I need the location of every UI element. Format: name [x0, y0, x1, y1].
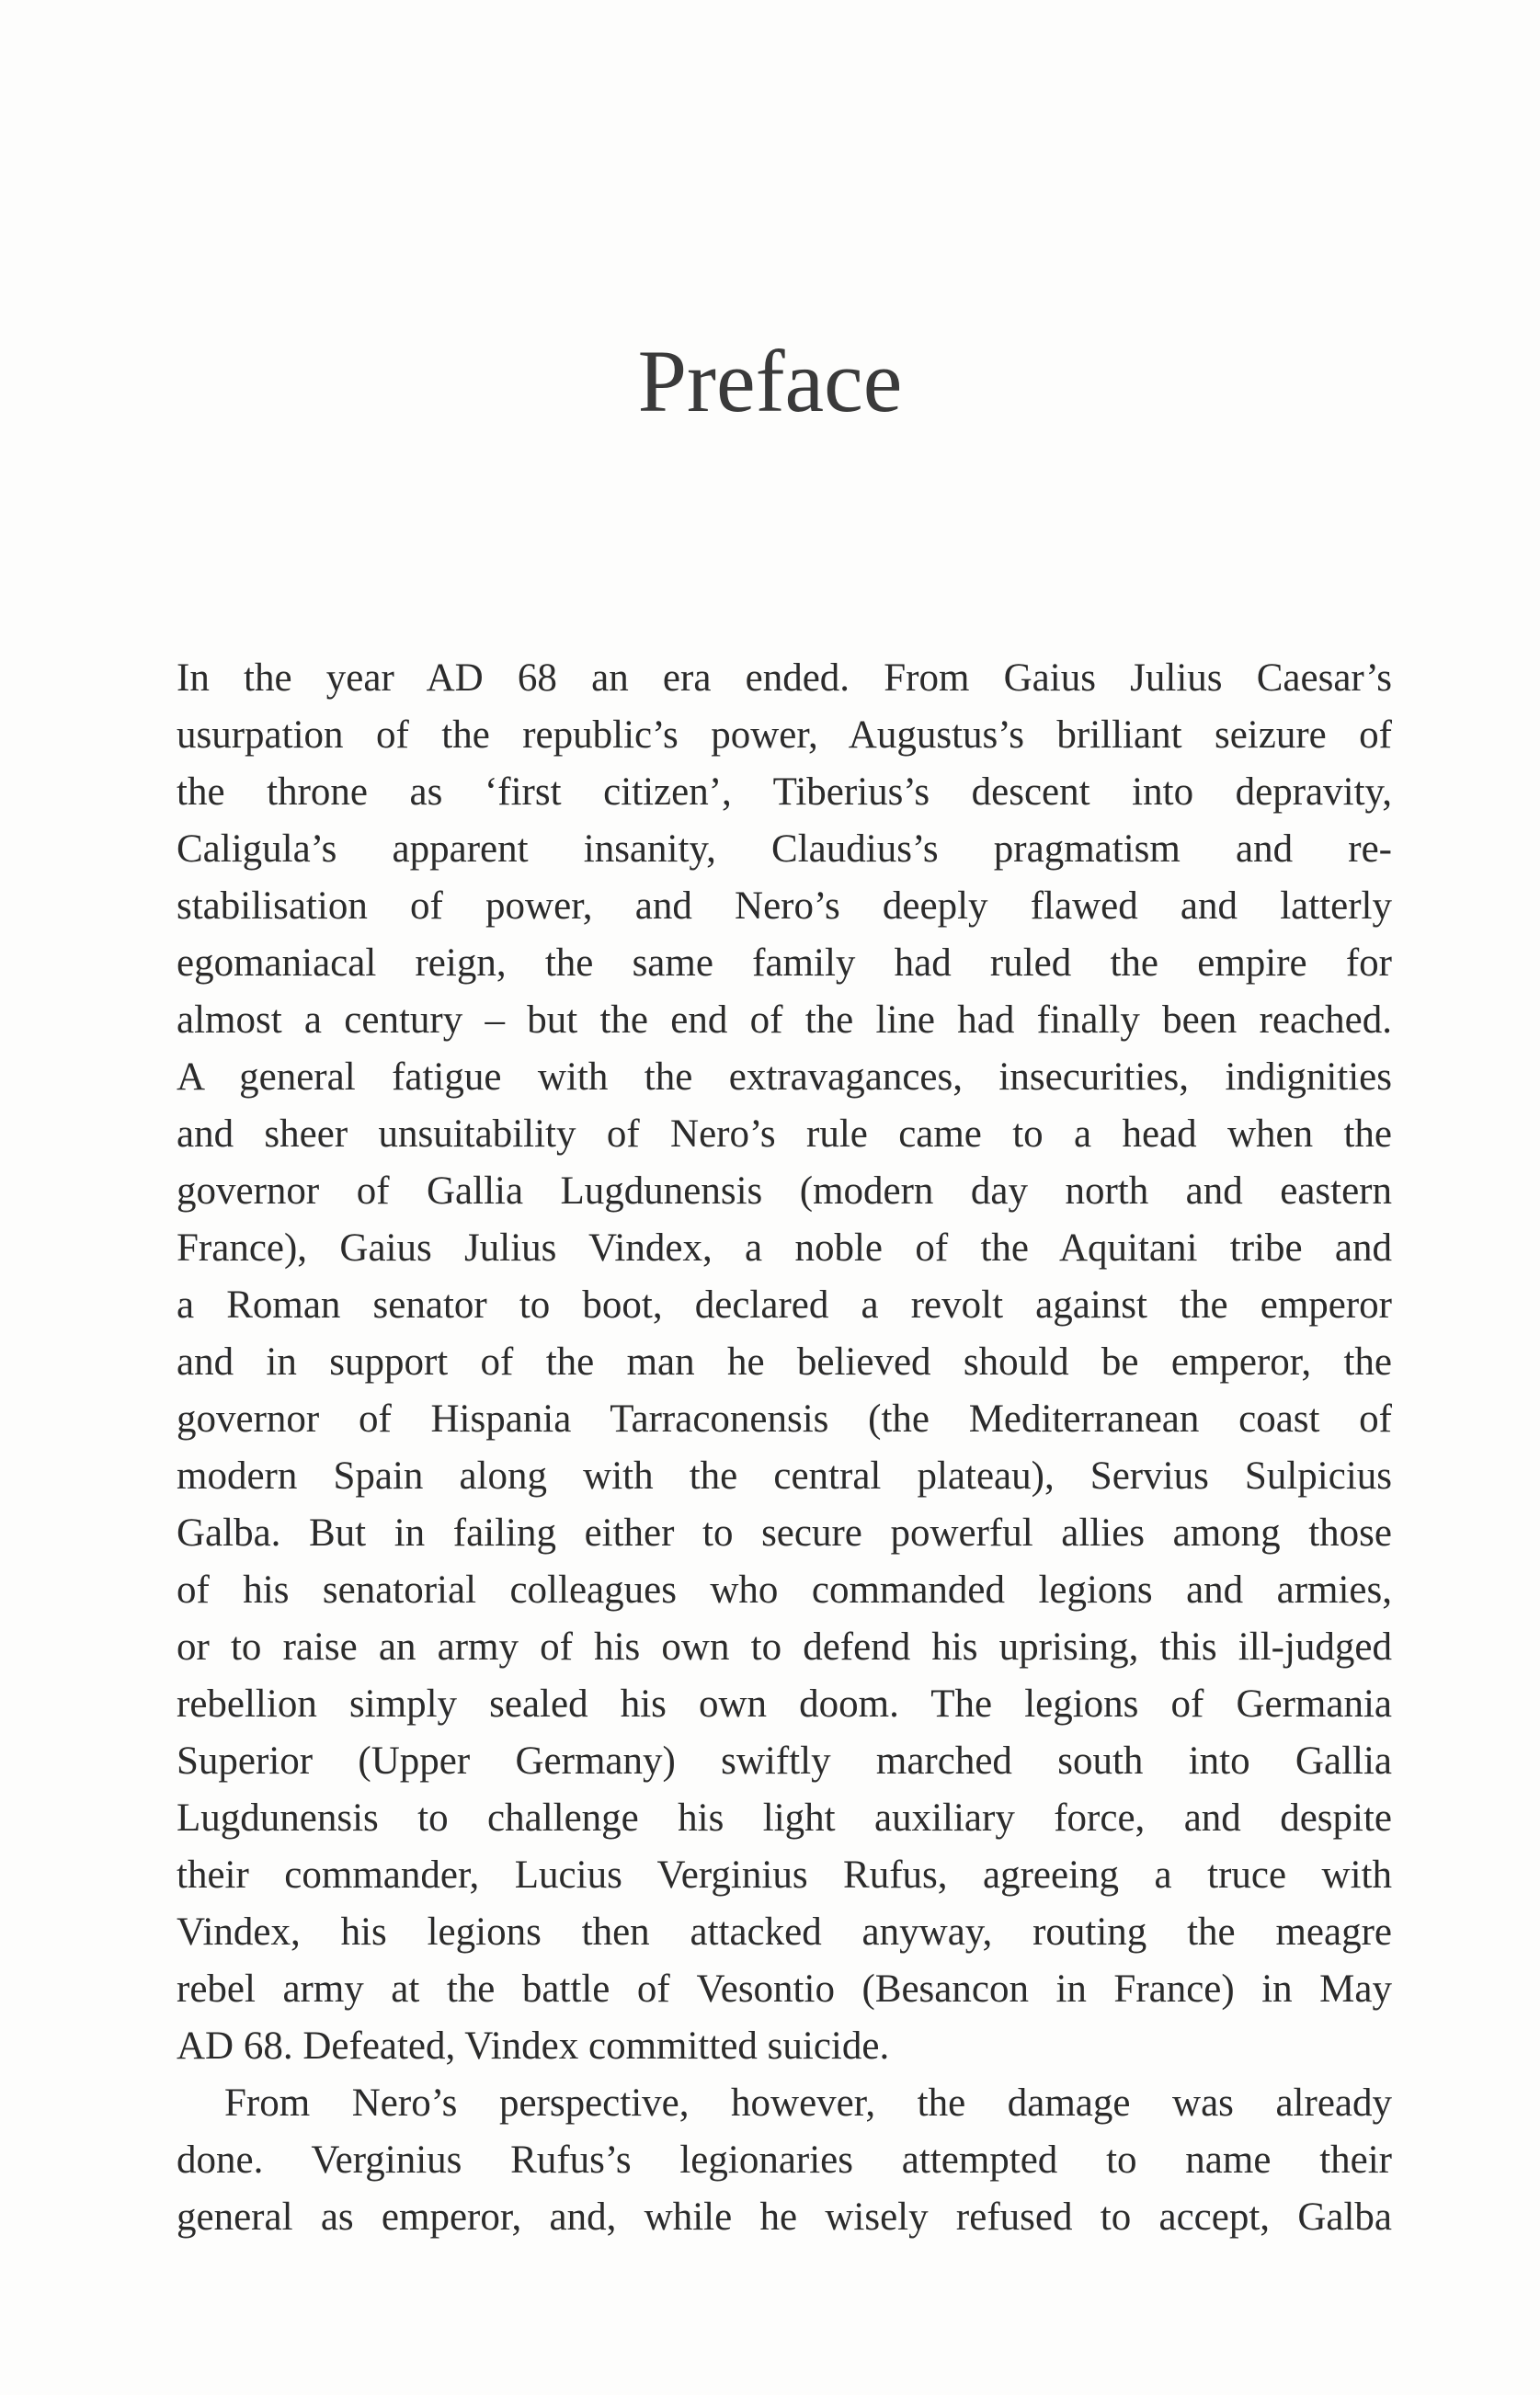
text-line: stabilisation of power, and Nero’s deeply flawed and latterly: [177, 884, 1392, 928]
text-line: rebellion simply sealed his own doom. The legions of Germania: [177, 1682, 1392, 1726]
text-line: done. Verginius Rufus’s legionaries attempted to name their: [177, 2138, 1392, 2182]
text-line: AD 68. Defeated, Vindex committed suicide.: [177, 2024, 890, 2068]
text-line: Lugdunensis to challenge his light auxiliary force, and despite: [177, 1796, 1392, 1840]
text-line: or to raise an army of his own to defend his uprising, this ill-judged: [177, 1625, 1392, 1669]
text-line: and sheer unsuitability of Nero’s rule came to a head when the: [177, 1112, 1392, 1156]
text-line: of his senatorial colleagues who commanded legions and armies,: [177, 1568, 1392, 1612]
text-line: From Nero’s perspective, however, the damage was already: [224, 2081, 1392, 2125]
body-text: [177, 650, 1392, 2246]
text-line: the throne as ‘first citizen’, Tiberius’s descent into depravity,: [177, 770, 1392, 814]
text-line: and in support of the man he believed should be emperor, the: [177, 1340, 1392, 1384]
text-line: Caligula’s apparent insanity, Claudius’s pragmatism and re-: [177, 827, 1392, 871]
text-line: A general fatigue with the extravagances, insecurities, indignities: [177, 1055, 1392, 1099]
text-line: a Roman senator to boot, declared a revolt against the emperor: [177, 1283, 1392, 1327]
text-line: In the year AD 68 an era ended. From Gaius Julius Caesar’s: [177, 656, 1392, 700]
text-line: their commander, Lucius Verginius Rufus, agreeing a truce with: [177, 1853, 1392, 1897]
text-line: Superior (Upper Germany) swiftly marched south into Gallia: [177, 1739, 1392, 1783]
chapter-title: Preface: [637, 332, 903, 430]
text-line: modern Spain along with the central plateau), Servius Sulpicius: [177, 1454, 1392, 1498]
text-line: rebel army at the battle of Vesontio (Besancon in France) in May: [177, 1967, 1392, 2011]
text-line: governor of Hispania Tarraconensis (the Mediterranean coast of: [177, 1397, 1392, 1441]
text-line: governor of Gallia Lugdunensis (modern day north and eastern: [177, 1169, 1392, 1213]
text-line: egomaniacal reign, the same family had ruled the empire for: [177, 941, 1392, 985]
text-line: usurpation of the republic’s power, Augustus’s brilliant seizure of: [177, 713, 1392, 757]
text-line: general as emperor, and, while he wisely refused to accept, Galba: [177, 2195, 1392, 2239]
text-line: France), Gaius Julius Vindex, a noble of the Aquitani tribe and: [177, 1226, 1392, 1270]
text-line: Vindex, his legions then attacked anyway, routing the meagre: [177, 1910, 1392, 1954]
text-line: Galba. But in failing either to secure powerful allies among those: [177, 1511, 1392, 1555]
text-line: almost a century – but the end of the line had finally been reached.: [177, 998, 1392, 1042]
